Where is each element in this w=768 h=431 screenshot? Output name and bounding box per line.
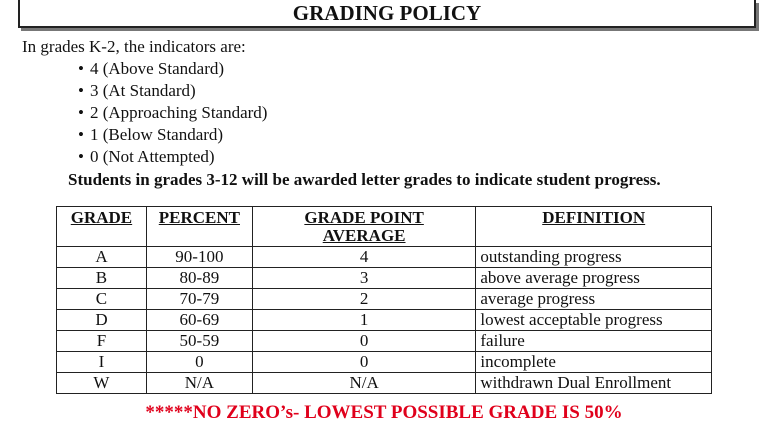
cell-gpa: 3 — [252, 268, 476, 289]
cell-definition: average progress — [476, 289, 712, 310]
cell-percent: 70-79 — [146, 289, 252, 310]
cell-percent: 0 — [146, 352, 252, 373]
cell-grade: W — [57, 373, 147, 394]
cell-percent: 80-89 — [146, 268, 252, 289]
cell-gpa: 0 — [252, 331, 476, 352]
cell-definition: outstanding progress — [476, 247, 712, 268]
header-gpa-line1: GRADE POINT — [304, 208, 424, 227]
cell-definition: lowest acceptable progress — [476, 310, 712, 331]
header-definition: DEFINITION — [476, 207, 712, 247]
table-row — [57, 331, 712, 352]
indicator-item: • 4 (Above Standard) — [78, 58, 267, 80]
indicator-item: • 2 (Approaching Standard) — [78, 102, 267, 124]
cell-gpa: 1 — [252, 310, 476, 331]
cell-percent: 50-59 — [146, 331, 252, 352]
cell-grade: I — [57, 352, 147, 373]
page-title — [18, 0, 756, 28]
indicator-item: • 1 (Below Standard) — [78, 124, 267, 146]
table-row — [57, 289, 712, 310]
cell-grade: D — [57, 310, 147, 331]
cell-percent: 60-69 — [146, 310, 252, 331]
header-grade-point-average — [252, 207, 476, 247]
cell-definition: above average progress — [476, 268, 712, 289]
cell-definition: incomplete — [476, 352, 712, 373]
lowest-grade-note: *****NO ZERO’s- LOWEST POSSIBLE GRADE IS 50% — [145, 402, 623, 423]
cell-definition: withdrawn Dual Enrollment — [476, 373, 712, 394]
cell-definition: failure — [476, 331, 712, 352]
indicator-list — [78, 58, 267, 168]
table-row — [57, 268, 712, 289]
header-gpa-line2: AVERAGE — [322, 226, 406, 245]
cell-gpa: 4 — [252, 247, 476, 268]
cell-grade: C — [57, 289, 147, 310]
table-header-row — [57, 207, 712, 247]
k2-intro-text: In grades K-2, the indicators are: — [22, 37, 246, 56]
letter-grades-statement: Students in grades 3-12 will be awarded letter grades to indicate student progress. — [68, 170, 661, 189]
table-row — [57, 247, 712, 268]
cell-gpa: 2 — [252, 289, 476, 310]
cell-grade: A — [57, 247, 147, 268]
indicator-item: • 3 (At Standard) — [78, 80, 267, 102]
header-grade: GRADE — [57, 207, 147, 247]
cell-grade: F — [57, 331, 147, 352]
cell-gpa: N/A — [252, 373, 476, 394]
page-title-text: GRADING POLICY — [292, 1, 482, 25]
header-percent: PERCENT — [146, 207, 252, 247]
cell-gpa: 0 — [252, 352, 476, 373]
cell-percent: N/A — [146, 373, 252, 394]
cell-grade: B — [57, 268, 147, 289]
indicator-item: • 0 (Not Attempted) — [78, 146, 267, 168]
grading-table — [56, 206, 712, 394]
table-row — [57, 352, 712, 373]
table-row — [57, 373, 712, 394]
table-row — [57, 310, 712, 331]
cell-percent: 90-100 — [146, 247, 252, 268]
